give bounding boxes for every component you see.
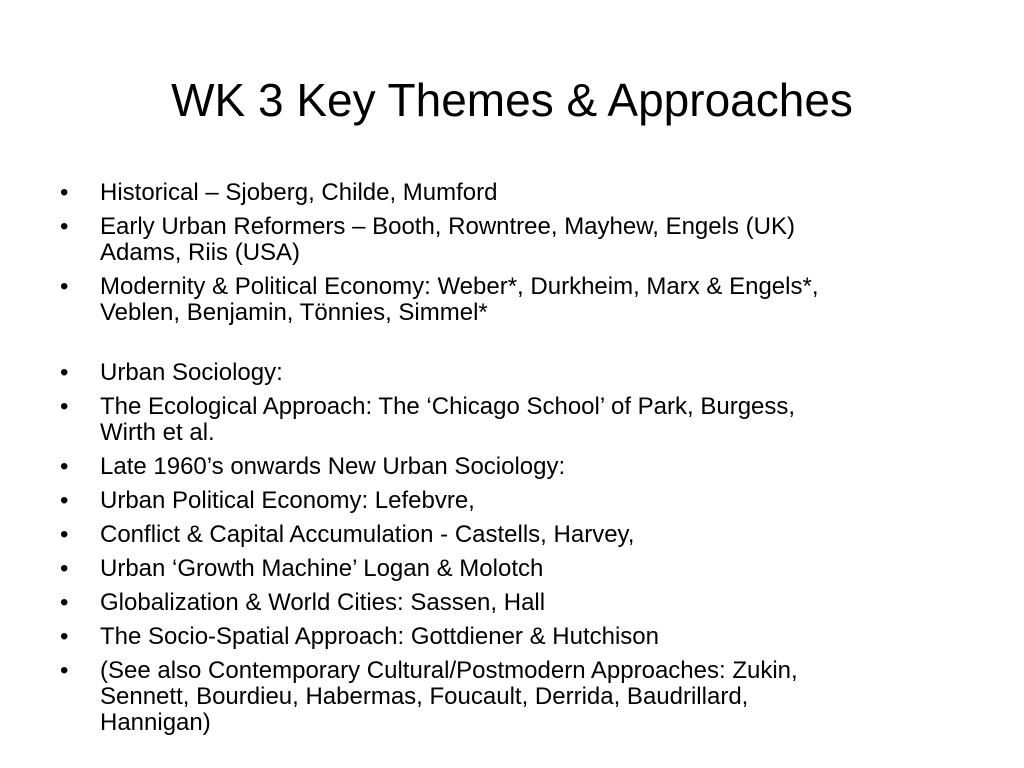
bullet-item <box>60 488 970 514</box>
bullet-item <box>60 658 970 736</box>
bullet-line: • Urban Political Economy: Lefebvre, <box>100 487 475 514</box>
bullet-line: • Historical – Sjoberg, Childe, Mumford <box>100 179 498 206</box>
bullet-line: Wirth et al. <box>100 419 215 446</box>
bullet-item <box>60 556 970 582</box>
bullet-item <box>60 274 970 326</box>
bullet-line: • Late 1960’s onwards New Urban Sociology: <box>100 453 566 480</box>
bullet-line: Hannigan) <box>100 709 211 736</box>
bullet-line: Adams, Riis (USA) <box>100 239 301 266</box>
bullet-item <box>60 590 970 616</box>
bullet-line: • The Ecological Approach: The ‘Chicago School’ of Park, Burgess, <box>100 393 796 420</box>
bullet-line: • The Socio-Spatial Approach: Gottdiener & Hutchison <box>100 623 659 650</box>
bullet-item <box>60 394 970 446</box>
bullet-line: • Early Urban Reformers – Booth, Rowntree, Mayhew, Engels (UK) <box>100 213 795 240</box>
bullet-list <box>60 180 970 744</box>
bullet-item <box>60 180 970 206</box>
bullet-item <box>60 454 970 480</box>
bullet-line: Veblen, Benjamin, Tönnies, Simmel* <box>100 299 488 326</box>
bullet-line: Sennett, Bourdieu, Habermas, Foucault, Derrida, Baudrillard, <box>100 683 749 710</box>
bullet-line: • Modernity & Political Economy: Weber*, Durkheim, Marx & Engels*, <box>100 273 819 300</box>
bullet-line: • Urban Sociology: <box>100 359 283 386</box>
bullet-item <box>60 360 970 386</box>
bullet-line: • (See also Contemporary Cultural/Postmodern Approaches: Zukin, <box>100 657 798 684</box>
bullet-item <box>60 522 970 548</box>
bullet-line: • Conflict & Capital Accumulation - Castells, Harvey, <box>100 521 635 548</box>
bullet-item <box>60 214 970 266</box>
slide-title: WK 3 Key Themes & Approaches <box>171 74 853 126</box>
bullet-item <box>60 624 970 650</box>
bullet-line: • Urban ‘Growth Machine’ Logan & Molotch <box>100 555 544 582</box>
bullet-line: • Globalization & World Cities: Sassen, Hall <box>100 589 546 616</box>
